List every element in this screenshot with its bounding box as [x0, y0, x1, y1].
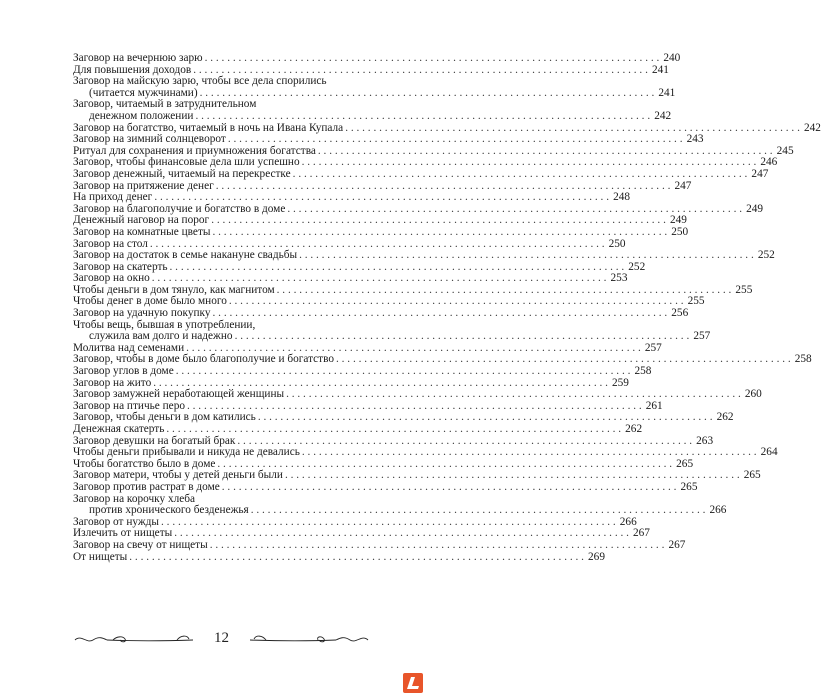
toc-entry-title: Для повышения доходов [73, 63, 192, 76]
toc-entry-title: Заговор на окно [73, 272, 150, 285]
dot-leader [154, 192, 609, 204]
toc-entry-title: Ритуал для сохранения и приумножения богатства [73, 144, 316, 157]
litres-logo-icon [403, 673, 423, 693]
toc-entry-title: Заговор, чтобы в доме было благополучие и богатство [73, 353, 334, 366]
toc-entry-page: 265 [680, 480, 698, 493]
toc-entry-title: Заговор замужней неработающей женщины [73, 388, 285, 401]
toc-entry-title: Чтобы богатство было в доме [73, 457, 216, 470]
toc-entry [73, 133, 704, 146]
toc-entry-title: Чтобы деньги в дом тянуло, как магнитом [73, 283, 275, 296]
toc-entry-page: 250 [608, 237, 626, 250]
page-footer [73, 626, 370, 652]
toc-entry-page: 258 [634, 365, 652, 378]
toc-entry-title: Заговор, читаемый в затруднительном [73, 98, 257, 111]
toc-entry-page: 242 [803, 121, 821, 134]
toc-entry-page: 260 [744, 388, 762, 401]
toc-entry-page: 264 [760, 446, 778, 459]
toc-entry-page: 267 [632, 527, 650, 540]
toc-entry-page: 255 [735, 283, 753, 296]
toc-entry-title: Заговор матери, чтобы у детей деньги были [73, 469, 283, 482]
toc-entry-page: 252 [757, 249, 775, 262]
toc-entry-page: 255 [687, 295, 705, 308]
toc-entry-page: 247 [751, 167, 769, 180]
toc-entry-page: 259 [611, 376, 629, 389]
dot-leader [129, 552, 584, 564]
toc-entry-page: 262 [625, 423, 643, 435]
toc-entry [73, 249, 775, 262]
toc-entry-page: 265 [676, 457, 694, 470]
toc-entry-page: 258 [794, 353, 812, 366]
toc-entry-page: 249 [669, 214, 687, 227]
toc-entry-page: 240 [663, 52, 681, 64]
toc-entry-title: Излечить от нищеты [73, 527, 173, 540]
dot-leader [212, 227, 667, 239]
toc-entry [73, 191, 631, 204]
dot-leader [293, 169, 748, 181]
toc-entry-page: 263 [696, 434, 714, 447]
dot-leader [222, 482, 677, 494]
toc-entry [73, 423, 643, 436]
toc-entry-continuation: денежном положении [89, 109, 194, 122]
toc-entry-page: 257 [644, 341, 662, 354]
toc-entry-page: 253 [610, 272, 628, 285]
toc-entry-page: 246 [760, 156, 778, 169]
toc-entry-page: 241 [651, 63, 669, 76]
toc-entry-title: Заговор на комнатные цветы [73, 225, 211, 238]
toc-entry-title: Заговор на жито [73, 376, 152, 389]
toc-entry-title: Заговор на богатство, читаемый в ночь на Ивана Купала [73, 121, 344, 134]
toc-entry [73, 318, 711, 343]
toc-entry-title: Чтобы денег в доме было много [73, 295, 227, 308]
toc-entry-page: 248 [613, 191, 631, 204]
toc-entry-page: 250 [671, 225, 689, 238]
toc-entry-title: Заговор против растрат в доме [73, 480, 220, 493]
toc-entry-title: Заговор на вечернюю зарю [73, 52, 203, 64]
dot-leader [205, 53, 660, 65]
toc-entry-page: 241 [658, 86, 676, 99]
toc-entry-title: От нищеты [73, 550, 128, 563]
toc-entry-page: 257 [693, 330, 711, 343]
toc-entry-title: Заговор на удачную покупку [73, 307, 211, 320]
toc-entry-title: Молитва над семенами [73, 341, 185, 354]
toc-entry-page: 262 [716, 411, 734, 424]
table-of-contents [73, 52, 821, 563]
toc-entry [73, 98, 672, 122]
toc-entry-page: 261 [645, 399, 663, 412]
toc-entry-title: Денежный наговор на порог [73, 214, 210, 227]
toc-entry-title: Заговор на достаток в семье накануне свадьбы [73, 249, 298, 262]
toc-entry-title: Заговор углов в доме [73, 365, 174, 378]
toc-entry [73, 492, 727, 517]
toc-entry-continuation: (читается мужчинами) [89, 86, 198, 99]
toc-entry-title: Чтобы деньги прибывали и никуда не девались [73, 446, 300, 459]
toc-entry-continuation: служила вам долго и надежно [89, 330, 233, 343]
toc-entry-page: 267 [668, 538, 686, 551]
dot-leader [213, 308, 668, 320]
toc-entry-page: 252 [628, 260, 646, 273]
toc-entry [73, 480, 698, 494]
dot-leader [210, 540, 665, 552]
toc-entry [73, 550, 605, 564]
toc-entry-page: 247 [674, 179, 692, 192]
dot-leader [176, 366, 631, 378]
toc-entry [73, 538, 686, 552]
toc-entry-page: 265 [743, 469, 761, 482]
toc-entry-title: Заговор на благополучие и богатство в доме [73, 202, 286, 215]
toc-entry-page: 269 [588, 550, 605, 563]
toc-entry [73, 365, 652, 378]
toc-entry-title: Заговор на притяжение денег [73, 179, 214, 192]
toc-entry-title: Заговор, чтобы финансовые дела шли успешно [73, 156, 300, 169]
toc-entry-title: Заговор на свечу от нищеты [73, 538, 208, 551]
toc-entry-title: Заговор на зимний солнцеворот [73, 133, 226, 146]
toc-entry-page: 243 [686, 133, 704, 146]
toc-entry-page: 242 [654, 109, 672, 122]
toc-entry-title: Чтобы вещь, бывшая в употреблении, [73, 318, 256, 331]
toc-entry-page: 245 [776, 144, 794, 157]
toc-entry-title: Заговор от нужды [73, 515, 160, 528]
dot-leader [251, 505, 706, 517]
toc-entry [73, 52, 681, 65]
dot-leader [228, 134, 683, 146]
toc-entry-title: Заговор на стол [73, 237, 148, 250]
toc-entry-page: 249 [746, 202, 764, 215]
toc-entry-title: Заговор денежный, читаемый на перекрестке [73, 167, 291, 180]
toc-entry-page: 266 [619, 515, 637, 528]
toc-entry [73, 167, 769, 181]
dot-leader [166, 424, 621, 436]
toc-entry-title: Заговор на скатерть [73, 260, 168, 273]
toc-entry [73, 75, 676, 99]
dot-leader [195, 111, 650, 123]
toc-entry [73, 225, 689, 239]
dot-leader [299, 250, 754, 262]
toc-entry-page: 266 [709, 504, 727, 517]
toc-entry-continuation: против хронического безденежья [89, 504, 249, 517]
toc-entry-title: Заговор на птичье перо [73, 399, 185, 412]
toc-entry-title: Заговор на корочку хлеба [73, 492, 196, 505]
toc-entry-title: На приход денег [73, 191, 153, 204]
toc-entry-page: 256 [671, 307, 689, 320]
toc-entry-title: Заговор девушки на богатый брак [73, 434, 236, 447]
toc-entry-title: Заговор, чтобы деньги в дом катились [73, 411, 256, 424]
toc-entry-title: Денежная скатерть [73, 423, 165, 435]
toc-entry-title: Заговор на майскую зарю, чтобы все дела спорились [73, 75, 327, 88]
dot-leader [200, 88, 655, 100]
page-number: 12 [214, 630, 229, 646]
toc-entry [73, 307, 689, 320]
